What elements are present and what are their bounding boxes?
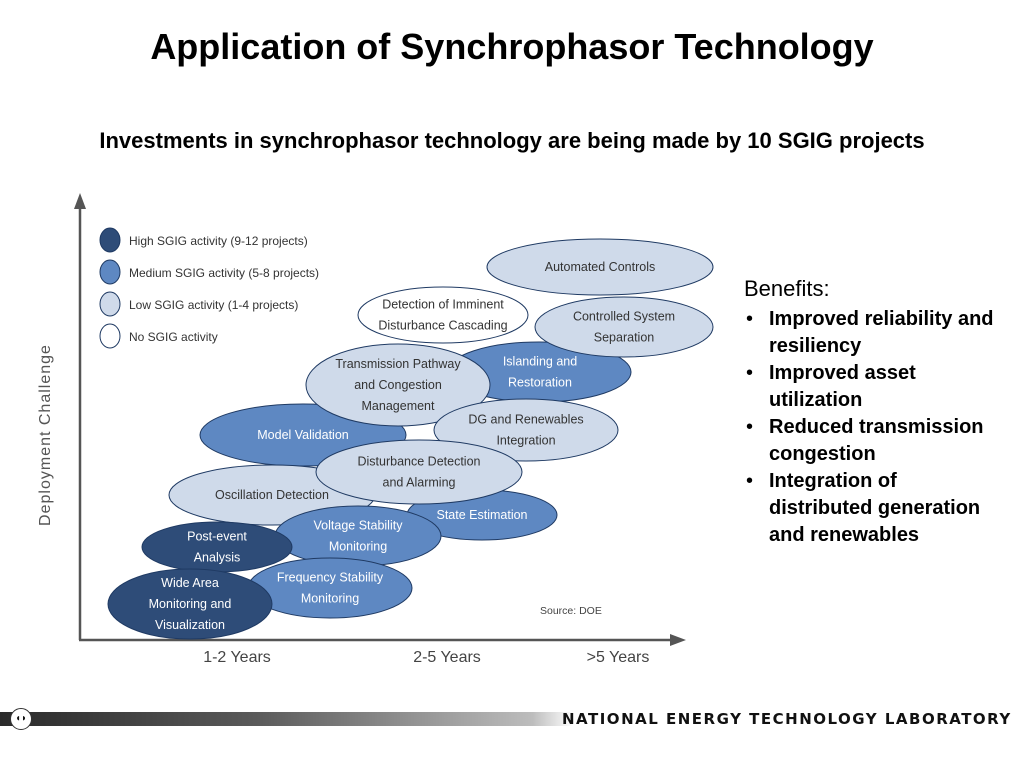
benefit-item: • Improved reliability and resiliency bbox=[744, 306, 1004, 360]
x-tick-label: 2-5 Years bbox=[413, 649, 481, 666]
application-label: Post-event Analysis bbox=[187, 529, 247, 565]
source-note: Source: DOE bbox=[540, 605, 602, 617]
application-ellipse bbox=[358, 287, 528, 343]
application-disturbance-detection bbox=[316, 440, 522, 504]
x-tick-label: 1-2 Years bbox=[203, 649, 271, 666]
application-label: Automated Controls bbox=[544, 260, 656, 274]
benefits-heading: Benefits: bbox=[744, 276, 830, 301]
benefit-item: • Integration of distributed generation and renewables bbox=[744, 468, 1004, 549]
application-wide-area-monitoring bbox=[108, 569, 272, 639]
x-tick-label: >5 Years bbox=[586, 649, 650, 666]
application-label: DG and Renewables Integration bbox=[468, 412, 584, 448]
application-label: Model Validation bbox=[257, 428, 349, 442]
application-label: Transmission Pathway and Congestion Management bbox=[335, 357, 461, 413]
legend-label-high: High SGIG activity (9-12 projects) bbox=[129, 234, 308, 248]
application-ellipse bbox=[248, 558, 412, 618]
legend-label-none: No SGIG activity bbox=[129, 330, 218, 344]
legend-swatch-medium bbox=[100, 260, 120, 284]
benefits-list bbox=[744, 306, 1004, 549]
application-ellipse bbox=[275, 506, 441, 566]
benefits-panel bbox=[744, 276, 1004, 549]
benefit-item: • Reduced transmission congestion bbox=[744, 414, 1004, 468]
application-ellipse bbox=[535, 297, 713, 357]
application-voltage-stability bbox=[275, 506, 441, 566]
y-axis-arrow bbox=[74, 193, 86, 209]
legend bbox=[100, 228, 319, 348]
application-frequency-stability bbox=[248, 558, 412, 618]
application-label: Islanding and Restoration bbox=[502, 354, 578, 390]
footer-organization: NATIONAL ENERGY TECHNOLOGY LABORATORY bbox=[562, 710, 1012, 728]
y-axis-label: Deployment Challenge bbox=[37, 344, 54, 526]
benefit-item: • Improved asset utilization bbox=[744, 360, 1004, 414]
legend-swatch-none bbox=[100, 324, 120, 348]
application-label: Voltage Stability Monitoring bbox=[313, 518, 403, 554]
legend-label-medium: Medium SGIG activity (5-8 projects) bbox=[129, 266, 320, 280]
x-axis-arrow bbox=[670, 634, 686, 646]
application-label: Oscillation Detection bbox=[215, 488, 329, 502]
legend-label-low: Low SGIG activity (1-4 projects) bbox=[129, 298, 299, 312]
application-label: Controlled System Separation bbox=[572, 309, 676, 345]
legend-swatch-low bbox=[100, 292, 120, 316]
application-post-event-analysis bbox=[142, 522, 292, 572]
application-label: Wide Area Monitoring and Visualization bbox=[148, 576, 232, 632]
application-ellipse bbox=[316, 440, 522, 504]
application-automated-controls bbox=[487, 239, 713, 295]
slide-subtitle: Investments in synchrophasor technology are being made by 10 SGIG projects bbox=[99, 128, 925, 153]
application-label: Disturbance Detection and Alarming bbox=[357, 454, 481, 490]
application-controlled-system-separation bbox=[535, 297, 713, 357]
netl-logo-icon: ◖◗ bbox=[10, 708, 32, 730]
application-label: Detection of Imminent Disturbance Cascading bbox=[378, 297, 508, 333]
application-label: State Estimation bbox=[436, 508, 528, 522]
slide-title: Application of Synchrophasor Technology bbox=[150, 26, 874, 67]
legend-swatch-high bbox=[100, 228, 120, 252]
application-label: Frequency Stability Monitoring bbox=[276, 570, 384, 606]
application-detection-imminent-cascading bbox=[358, 287, 528, 343]
